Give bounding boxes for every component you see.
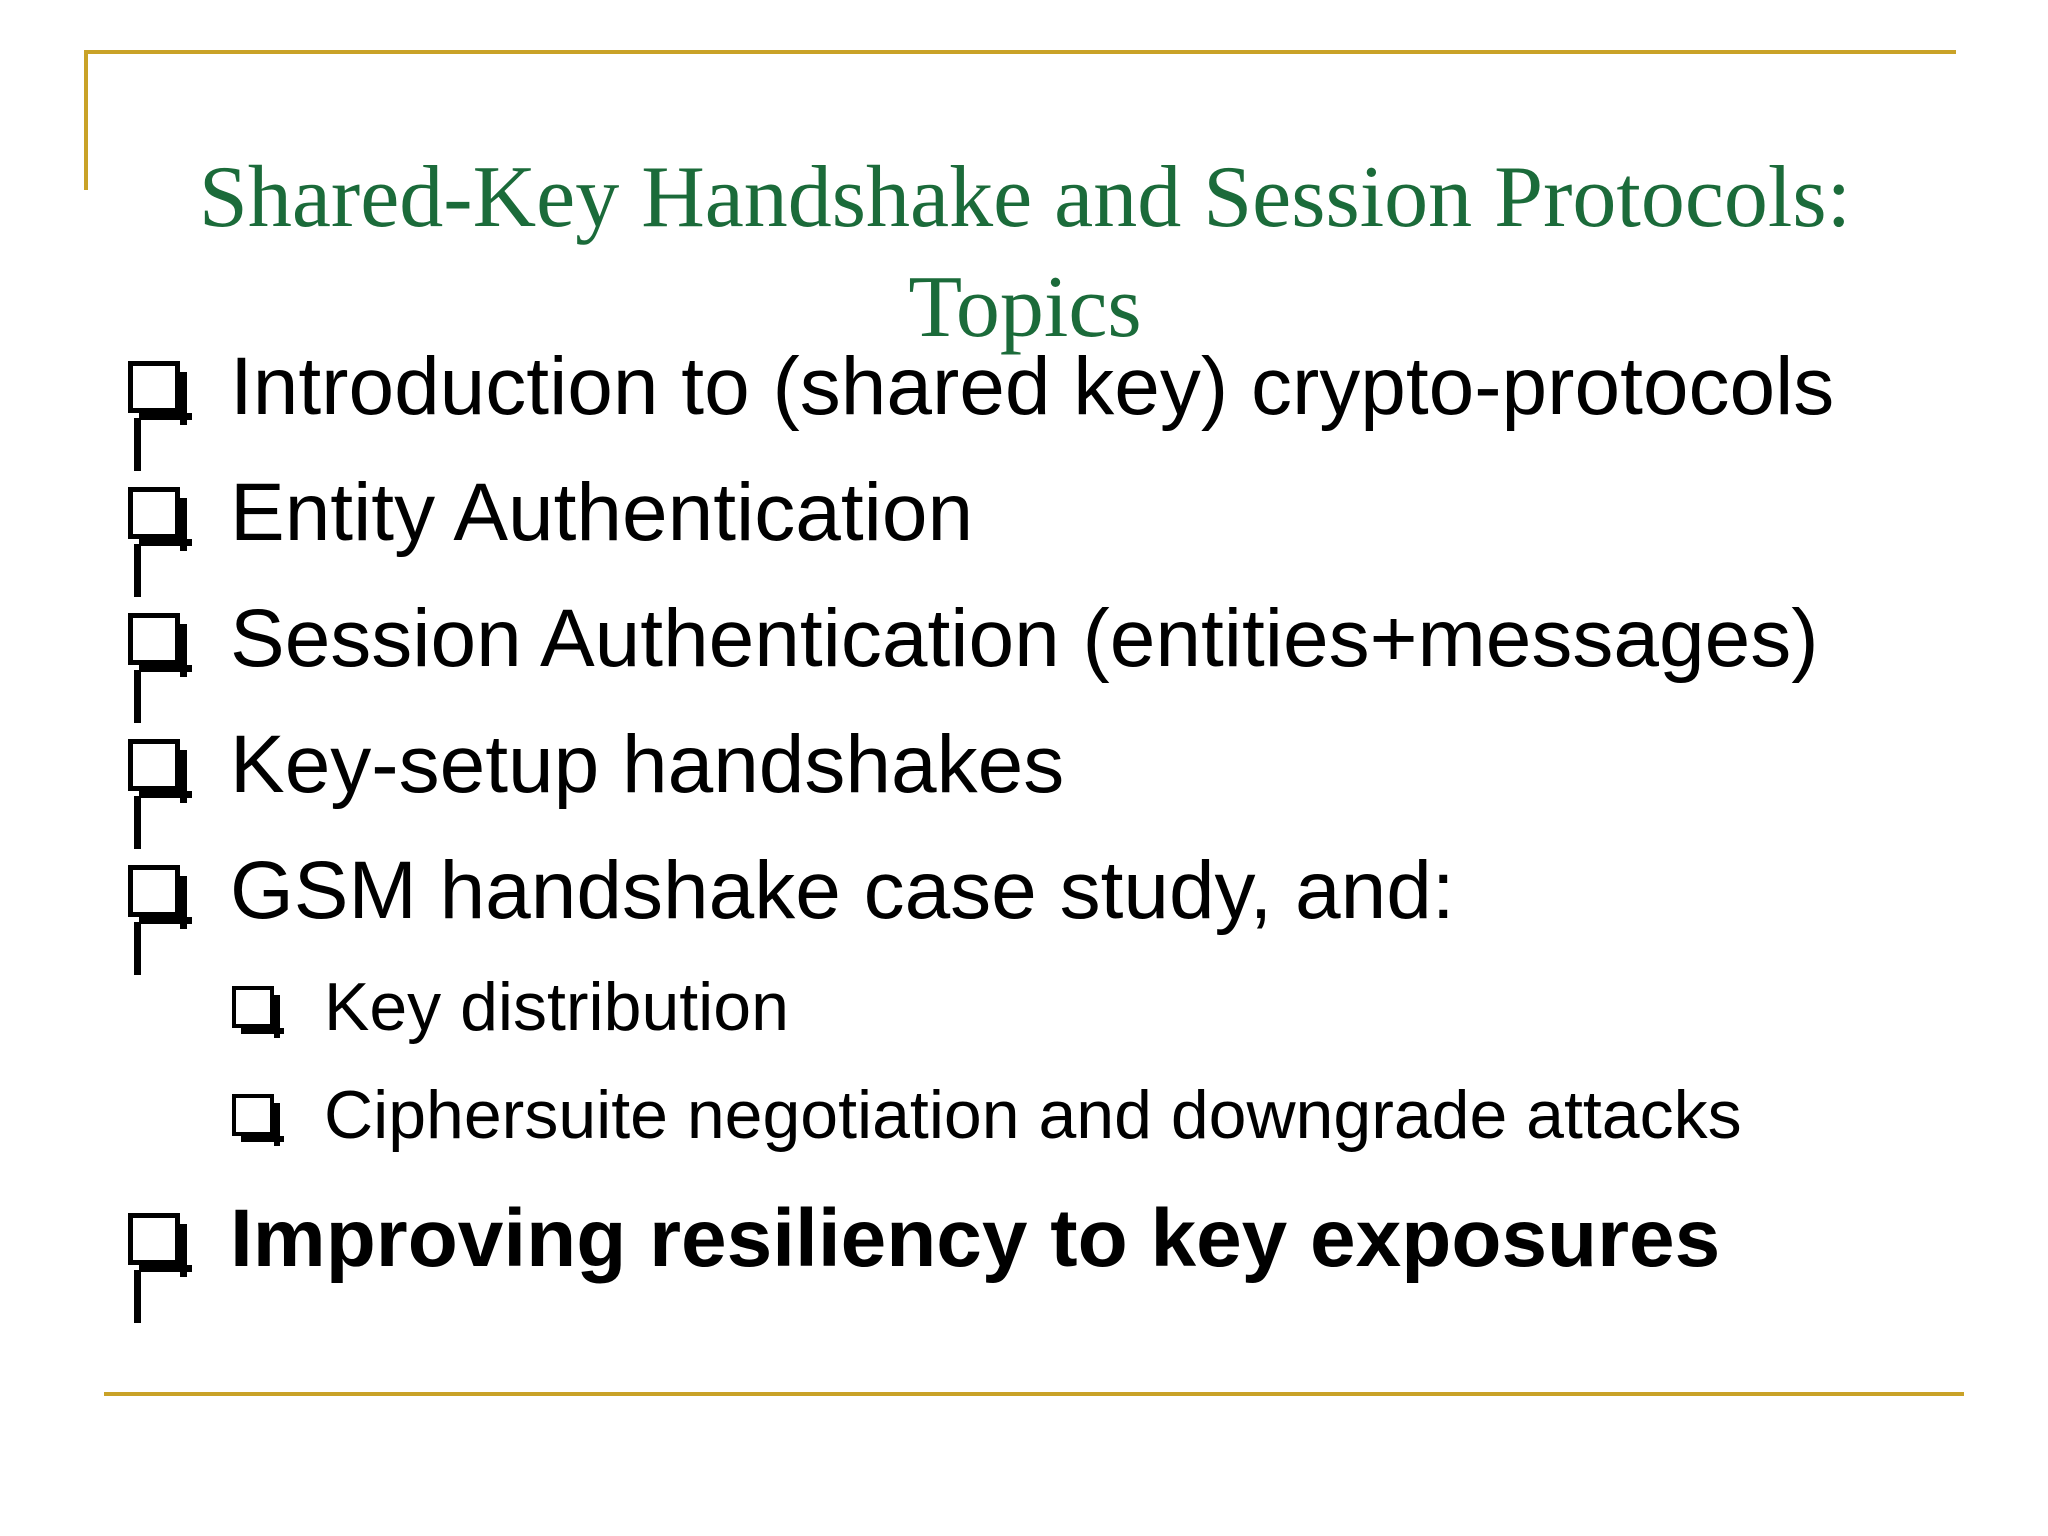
sub-bullet-item bbox=[232, 1070, 1742, 1160]
bullet-item bbox=[128, 710, 1064, 820]
bullet-item bbox=[128, 1184, 1720, 1294]
bullet-text: Introduction to (shared key) crypto-protocols bbox=[230, 341, 1835, 432]
checkbox-square-icon bbox=[128, 613, 180, 665]
title-line-1: Shared-Key Handshake and Session Protocols: bbox=[198, 148, 1852, 246]
slide-title bbox=[120, 143, 1930, 363]
sub-bullet-text: Ciphersuite negotiation and downgrade attacks bbox=[324, 1077, 1742, 1153]
checkbox-square-icon bbox=[128, 487, 180, 539]
sub-bullet-item bbox=[232, 962, 789, 1052]
bullet-item bbox=[128, 836, 1455, 946]
bullet-item bbox=[128, 458, 973, 568]
bullet-item bbox=[128, 332, 1834, 442]
bullet-item bbox=[128, 584, 1819, 694]
bullet-text: Entity Authentication bbox=[230, 467, 974, 558]
checkbox-square-icon bbox=[232, 986, 274, 1028]
bullet-text: GSM handshake case study, and: bbox=[230, 845, 1455, 936]
bottom-rule bbox=[104, 1392, 1964, 1396]
bullet-text: Session Authentication (entities+messages) bbox=[230, 593, 1819, 684]
checkbox-square-icon bbox=[128, 865, 180, 917]
left-rule bbox=[84, 50, 88, 190]
checkbox-square-icon bbox=[232, 1094, 274, 1136]
title-line-2: Topics bbox=[908, 258, 1142, 356]
top-rule bbox=[84, 50, 1956, 54]
checkbox-square-icon bbox=[128, 1213, 180, 1265]
sub-bullet-text: Key distribution bbox=[324, 969, 789, 1045]
bullet-text: Improving resiliency to key exposures bbox=[230, 1193, 1721, 1284]
checkbox-square-icon bbox=[128, 361, 180, 413]
bullet-text: Key-setup handshakes bbox=[230, 719, 1065, 810]
checkbox-square-icon bbox=[128, 739, 180, 791]
